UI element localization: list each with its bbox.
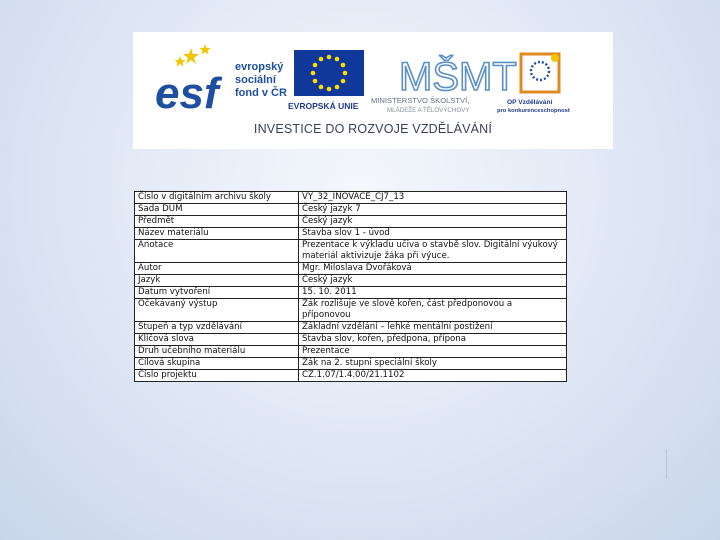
decorative-divider [666, 449, 667, 479]
row-label: Stupeň a typ vzdělávání [135, 322, 299, 334]
table-row [135, 204, 567, 216]
row-label: Cílová skupina [135, 358, 299, 370]
row-value: Základní vzdělání – lehké mentální postižení [299, 322, 567, 334]
row-label: Číslo v digitálním archivu školy [135, 192, 299, 204]
row-label: Název materiálu [135, 228, 299, 240]
msmt-logo-graphic [371, 44, 517, 114]
op-caption: OP Vzdělávání [507, 99, 553, 106]
esf-logo [153, 44, 293, 118]
row-value: Český jazyk [299, 275, 567, 287]
op-logo [497, 44, 601, 114]
table-row [135, 263, 567, 275]
table-row [135, 228, 567, 240]
op-sun-icon [551, 54, 559, 62]
row-label: Anotace [135, 240, 299, 263]
msmt-letters: MŠMT [399, 55, 517, 99]
row-value: Stavba slov, kořen, předpona, přípona [299, 334, 567, 346]
row-value: Prezentace [299, 346, 567, 358]
row-label: Druh učebního materiálu [135, 346, 299, 358]
esf-text-line-3: fond v ČR [235, 87, 287, 99]
row-value: Stavba slov 1 - úvod [299, 228, 567, 240]
op-logo-graphic [497, 44, 601, 114]
row-label: Jazyk [135, 275, 299, 287]
row-value: Mgr. Miloslava Dvořáková [299, 263, 567, 275]
eu-flag-icon [288, 44, 378, 114]
esf-logo-graphic [153, 44, 293, 118]
esf-text-line-1: evropský [235, 61, 284, 73]
msmt-caption-1: MINISTERSTVO ŠKOLSTVÍ, [371, 96, 470, 105]
row-label: Číslo projektu [135, 370, 299, 382]
row-value: CZ.1.07/1.4.00/21.1102 [299, 370, 567, 382]
table-row [135, 370, 567, 382]
eu-logo [288, 44, 378, 114]
table-row [135, 346, 567, 358]
banner-tagline: INVESTICE DO ROZVOJE VZDĚLÁVÁNÍ [253, 122, 493, 136]
metadata-table [134, 191, 567, 382]
table-row [135, 287, 567, 299]
table-row [135, 192, 567, 204]
logo-banner [133, 32, 613, 149]
table-row [135, 299, 567, 322]
msmt-logo [371, 44, 517, 114]
table-row [135, 275, 567, 287]
row-value: Český jazyk [299, 216, 567, 228]
row-label: Očekávaný výstup [135, 299, 299, 322]
row-label: Sada DUM [135, 204, 299, 216]
row-value: Prezentace k výkladu učiva o stavbě slov. Digitální výukový materiál aktivizuje žáka při výuce. [299, 240, 567, 263]
op-caption-2: pro konkurenceschopnost [497, 108, 570, 114]
row-value: Český jazyk 7 [299, 204, 567, 216]
row-value: Žák na 2. stupni speciální školy [299, 358, 567, 370]
esf-text-line-2: sociální [235, 74, 276, 86]
table-row [135, 216, 567, 228]
table-row [135, 240, 567, 263]
row-label: Datum vytvoření [135, 287, 299, 299]
row-value: VY_32_INOVACE_CJ7_13 [299, 192, 567, 204]
table-row [135, 322, 567, 334]
row-value: Žák rozlišuje ve slově kořen, část předponovou a příponovou [299, 299, 567, 322]
esf-stars-icon [175, 44, 211, 67]
esf-letters: esf [155, 69, 219, 118]
table-row [135, 334, 567, 346]
row-label: Autor [135, 263, 299, 275]
eu-caption: EVROPSKÁ UNIE [288, 101, 359, 111]
row-label: Klíčová slova [135, 334, 299, 346]
row-label: Předmět [135, 216, 299, 228]
table-row [135, 358, 567, 370]
row-value: 15. 10. 2011 [299, 287, 567, 299]
msmt-caption-2: MLÁDEŽE A TĚLOVÝCHOVY [387, 107, 470, 114]
